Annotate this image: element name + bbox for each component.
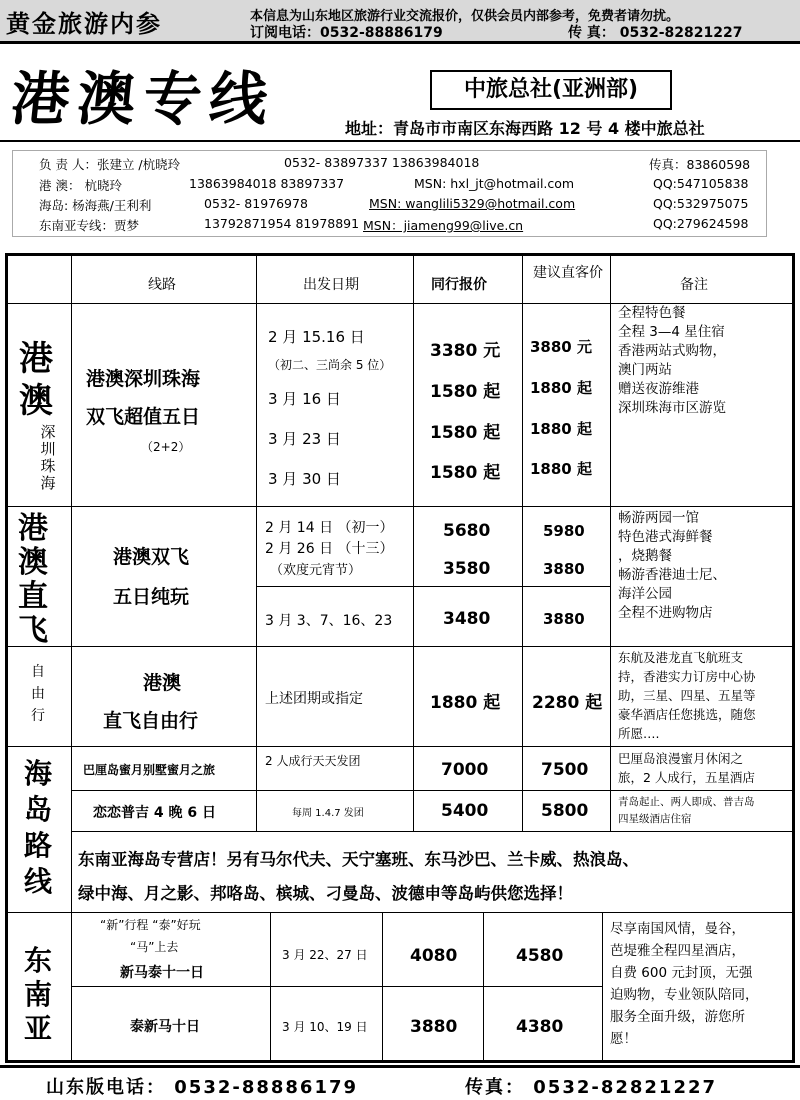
retail-price: 1880 起 — [530, 460, 592, 478]
agency-address: 地址：青岛市市南区东海西路 12 号 4 楼中旅总社 — [345, 119, 705, 138]
route-slogan: “马”上去 — [130, 940, 179, 954]
route-th-sg-my: 泰新马十日 — [130, 1019, 200, 1035]
route-bali: 巴厘岛蜜月别墅蜜月之旅 — [83, 763, 216, 777]
date: 2 月 15.16 日 — [268, 328, 365, 346]
retail-price: 1880 起 — [530, 379, 592, 397]
remark-list: 青岛起止、两人即成、普吉岛 四星级酒店住宿 — [618, 796, 755, 825]
date: 上述团期或指定 — [265, 691, 363, 707]
route-free-travel-sub: 直飞自由行 — [103, 710, 199, 732]
header-remark: 备注 — [680, 277, 708, 293]
retail-price: 1880 起 — [530, 420, 592, 438]
remark-list: 巴厘岛浪漫蜜月休闲之 旅，2 人成行，五星酒店 — [618, 751, 755, 785]
route-slogan: “新”行程 “泰”好玩 — [100, 918, 201, 932]
date: 3 月 23 日 — [268, 430, 341, 448]
retail-price: 5980 — [543, 522, 585, 540]
peer-price: 5400 — [441, 801, 489, 821]
peer-price: 3480 — [443, 609, 491, 629]
route-phuket: 恋恋普吉 4 晚 6 日 — [93, 805, 216, 821]
remark-list: 东航及港龙直飞航班支 持，香港实力订房中心协 助，三星、四星、五星等 豪华酒店任您挑选，随您 所愿…. — [618, 650, 756, 741]
page-title: 港澳专线 — [7, 65, 280, 133]
date-note: （欢度元宵节） — [270, 563, 362, 578]
peer-price: 7000 — [441, 760, 489, 780]
price-table — [5, 253, 795, 1063]
retail-price: 2280 起 — [532, 693, 603, 713]
header-fax: 传 真： 0532-82821227 — [568, 25, 743, 41]
region-hk-shenzhen: 港澳 — [19, 339, 53, 421]
peer-price: 3380 元 — [430, 341, 501, 361]
route-free-travel: 港澳 — [143, 672, 182, 694]
region-free: 自由行 — [31, 664, 45, 724]
island-promo: 东南亚海岛专营店！另有马尔代夫、天宁塞班、东马沙巴、兰卡威、热浪岛、 绿中海、月之影、邦咯岛、槟城、刁曼岛、波德申等岛屿供您选择！ — [78, 850, 639, 903]
peer-price: 3880 — [410, 1017, 458, 1037]
date: 2 月 14 日 （初一） — [265, 520, 394, 536]
footer-phone: 山东版电话： 0532-88886179 — [46, 1077, 359, 1098]
peer-price: 5680 — [443, 521, 491, 541]
date: 3 月 30 日 — [268, 470, 341, 488]
region-hk-direct: 港澳直飞 — [18, 511, 60, 648]
header-peer: 同行报价 — [431, 277, 487, 293]
region-subtitle: 深圳珠海 — [40, 423, 56, 492]
route-hk-direct: 港澳双飞 — [113, 546, 190, 568]
retail-price: 3880 — [543, 560, 585, 578]
retail-price: 4580 — [516, 946, 564, 966]
retail-price: 7500 — [541, 760, 589, 780]
date: 每周 1.4.7 发团 — [292, 808, 364, 819]
agency-name: 中旅总社(亚洲部) — [430, 70, 672, 110]
contacts-box: 负 责 人：张建立 /杭晓玲 0532- 83897337 13863984018 传真：83860598 港 澳： 杭晓玲 13863984018 83897337 MSN: hxl_jt@hotmail.com QQ:547105838 海岛: 杨海燕/王利利 0532- 81976978 MSN: wanglili5329@hotmail.com QQ:532975075 东南亚专线：贾梦 13792871954 81978891 MSN：jiameng99@live.cn QQ:279624598 — [12, 150, 767, 237]
date: 2 人成行天天发团 — [265, 754, 361, 768]
route-hk-szzh: 港澳深圳珠海 — [86, 368, 201, 390]
footer-fax: 传真： 0532-82821227 — [465, 1077, 718, 1098]
retail-price: 3880 元 — [530, 338, 592, 356]
route-sg-my-th: 新马泰十一日 — [120, 965, 204, 981]
retail-price: 5800 — [541, 801, 589, 821]
order-phone: 订阅电话：0532-88886179 — [250, 25, 443, 41]
region-island: 海岛路线 — [23, 757, 52, 898]
retail-price: 4380 — [516, 1017, 564, 1037]
header-notice: 本信息为山东地区旅游行业交流报价，仅供会员内部参考，免费者请勿扰。 — [250, 9, 680, 24]
route-note: （2+2） — [141, 440, 191, 454]
header-date: 出发日期 — [303, 277, 359, 293]
peer-price: 4080 — [410, 946, 458, 966]
remark-list: 尽享南国风情，曼谷， 芭堤雅全程四星酒店， 自费 600 元封顶，无强 迫购物，专业领队陪同， 服务全面升级，游您所 愿！ — [610, 921, 759, 1047]
date: 3 月 22、27 日 — [282, 948, 368, 962]
peer-price: 1580 起 — [430, 463, 501, 483]
peer-price: 1580 起 — [430, 423, 501, 443]
date: 2 月 26 日 （十三） — [265, 541, 394, 557]
brand-name: 黄金旅游内参 — [6, 10, 162, 38]
region-southeast-asia: 东南亚 — [23, 944, 52, 1045]
title-divider — [0, 140, 800, 142]
peer-price: 1580 起 — [430, 382, 501, 402]
route-hk-direct-sub: 五日纯玩 — [113, 586, 190, 608]
date: 3 月 3、7、16、23 — [265, 613, 393, 629]
header-route: 线路 — [148, 277, 176, 293]
peer-price: 3580 — [443, 559, 491, 579]
date-note: （初二、三尚余 5 位） — [268, 358, 392, 372]
remark-list: 畅游两园一馆 特色港式海鲜餐 ，烧鹅餐 畅游香港迪士尼、 海洋公园 全程不进购物店 — [618, 510, 726, 621]
peer-price: 1880 起 — [430, 693, 501, 713]
header-retail: 建议直客价 — [533, 265, 603, 281]
route-hk-szzh-sub: 双飞超值五日 — [86, 406, 201, 428]
date: 3 月 16 日 — [268, 390, 341, 408]
remark-list: 全程特色餐 全程 3—4 星住宿 香港两站式购物， 澳门两站 赠送夜游维港 深圳珠海市区游览 — [618, 305, 726, 416]
retail-price: 3880 — [543, 610, 585, 628]
date: 3 月 10、19 日 — [282, 1020, 368, 1034]
